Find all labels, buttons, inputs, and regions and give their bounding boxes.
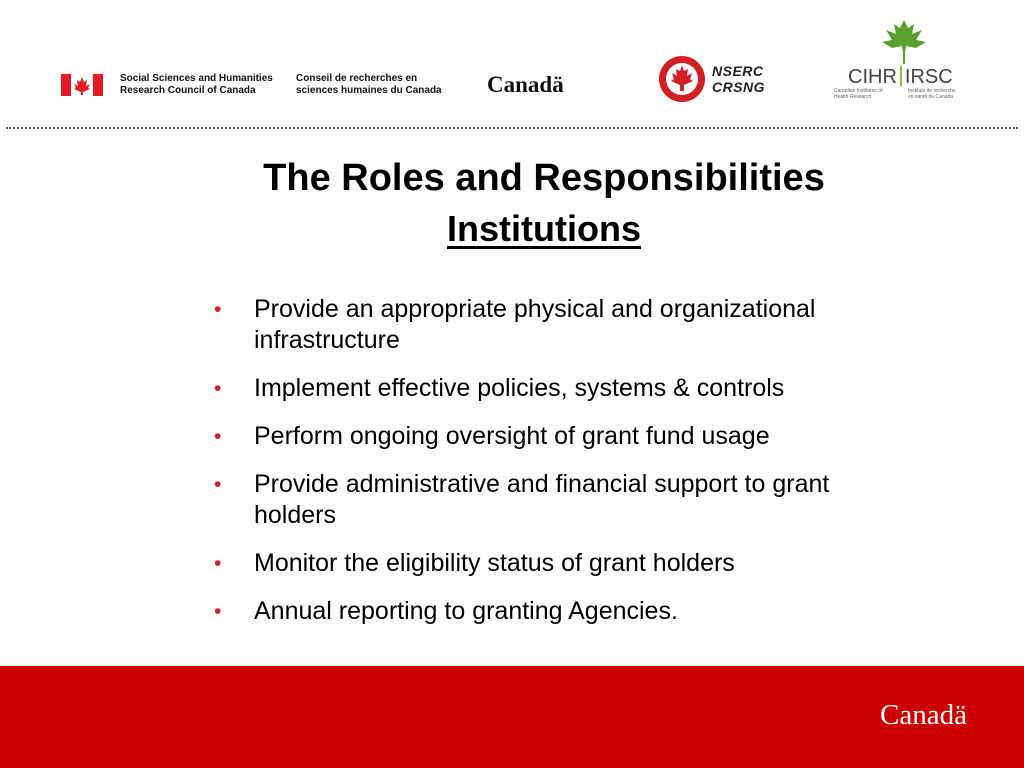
- canadian-flag-icon: [61, 74, 103, 96]
- bullet-text: Implement effective policies, systems & controls: [254, 374, 785, 402]
- cihr-sub-en-line-2: Health Research: [834, 94, 872, 100]
- bullet-text: Provide administrative and financial support to grant holders: [254, 470, 830, 529]
- cihr-english-subtitle: [834, 88, 882, 100]
- bullet-text: Perform ongoing oversight of grant fund usage: [254, 422, 770, 450]
- cihr-french-subtitle: [908, 88, 956, 100]
- cihr-sub-fr-line-1: Instituts de recherche: [908, 88, 956, 94]
- bullet-list: [214, 294, 914, 644]
- sshrc-english-name: [120, 73, 273, 97]
- canada-wordmark-top: Canadä: [487, 72, 564, 97]
- bullet-item: [214, 421, 914, 452]
- slide-subtitle: [0, 205, 1024, 253]
- bullet-text: Annual reporting to granting Agencies.: [254, 597, 678, 625]
- canada-wordmark-footer: Canadä: [880, 699, 967, 731]
- cihr-divider: [900, 66, 902, 86]
- bullet-dot-icon: •: [214, 552, 222, 575]
- nserc-maple-leaf-icon: [658, 55, 706, 103]
- bullet-dot-icon: •: [214, 600, 222, 623]
- dotted-divider: [6, 127, 1018, 129]
- bullet-item: [214, 596, 914, 627]
- cihr-sub-en-line-1: Canadian Institutes of: [834, 88, 883, 94]
- sshrc-en-line-2: Research Council of Canada: [120, 85, 256, 96]
- nserc-name: [712, 63, 765, 95]
- bullet-dot-icon: •: [214, 377, 222, 400]
- cihr-leaf-icon: [876, 16, 932, 66]
- cihr-name: [848, 66, 953, 89]
- logo-strip: [0, 0, 1024, 120]
- sshrc-fr-line-1: Conseil de recherches en: [296, 73, 418, 84]
- footer-band: [0, 666, 1024, 768]
- bullet-dot-icon: •: [214, 425, 222, 448]
- bullet-text: Monitor the eligibility status of grant holders: [254, 549, 735, 577]
- sshrc-fr-line-2: sciences humaines du Canada: [296, 85, 442, 96]
- cihr-label: CIHR: [848, 66, 897, 88]
- bullet-dot-icon: •: [214, 298, 222, 321]
- bullet-text: Provide an appropriate physical and organizational infrastructure: [254, 295, 816, 354]
- nserc-line-1: NSERC: [712, 63, 764, 79]
- sshrc-french-name: [296, 73, 442, 97]
- bullet-item: [214, 548, 914, 579]
- sshrc-en-line-1: Social Sciences and Humanities: [120, 73, 273, 84]
- cihr-sub-fr-line-2: en santé du Canada: [908, 94, 954, 100]
- bullet-dot-icon: •: [214, 473, 222, 496]
- irsc-label: IRSC: [904, 66, 953, 88]
- slide-subtitle-text: Institutions: [447, 208, 641, 249]
- slide-title: The Roles and Responsibilities: [263, 157, 825, 199]
- bullet-item: [214, 294, 914, 356]
- nserc-line-2: CRSNG: [712, 79, 766, 95]
- bullet-item: [214, 373, 914, 404]
- bullet-item: [214, 469, 914, 531]
